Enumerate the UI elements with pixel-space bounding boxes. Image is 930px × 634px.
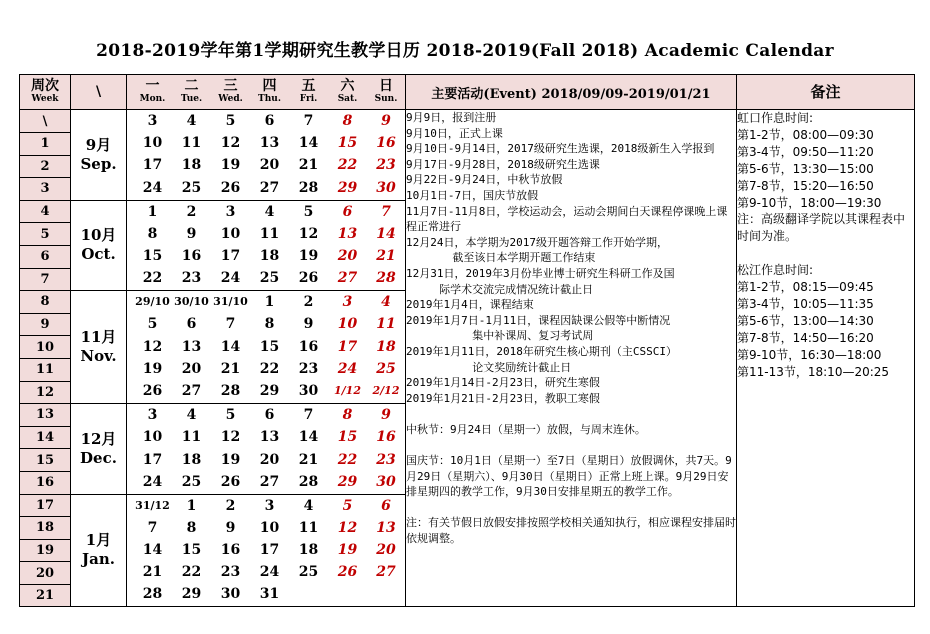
day-cell: 17 (259, 541, 280, 558)
event-line: 9月10日-9月14日，2017级研究生选课，2018级新生入学报到 (406, 142, 715, 156)
day-cell: 17 (142, 451, 163, 468)
day-cell: 31 (259, 586, 280, 603)
day-cell: 4 (186, 113, 197, 129)
day-cell: 3 (264, 497, 275, 514)
day-cell: 24 (220, 270, 241, 287)
day-cell: 2 (303, 294, 314, 311)
day-cell: 10 (142, 429, 163, 446)
event-line: 9月9日，报到注册 (406, 111, 497, 124)
note-line: 虹口作息时间: (737, 111, 814, 125)
day-cell: 14 (142, 541, 163, 558)
day-cell: 30 (220, 586, 241, 603)
day-cell: 13 (259, 135, 280, 152)
day-cell: 31/10 (213, 295, 248, 309)
day-cell: 3 (225, 203, 236, 220)
week-number: 21 (20, 584, 71, 607)
weekday-header-4 (289, 79, 328, 105)
week-number: 8 (20, 291, 71, 314)
weekday-header-6 (367, 79, 405, 105)
note-line: 第1-2节，08:15—09:45 (737, 280, 874, 295)
day-cell: 27 (376, 564, 396, 581)
weekday-header-2 (211, 79, 250, 105)
day-cell: 20 (337, 248, 358, 265)
day-cell: 6 (342, 203, 353, 220)
day-cell: 8 (342, 113, 353, 129)
notes-cell (737, 110, 915, 607)
day-cell: 10 (337, 316, 358, 333)
event-line: 10月1日-7日，国庆节放假 (406, 188, 539, 202)
weekday-zh: 二 (184, 78, 199, 94)
weekday-en: Thu. (258, 94, 281, 104)
day-cell: 8 (186, 519, 197, 536)
day-cell: 4 (186, 407, 197, 424)
day-cell: 18 (259, 248, 280, 265)
day-cell: 23 (298, 360, 319, 377)
day-cell: 29 (181, 586, 202, 603)
day-cell: 20 (259, 451, 280, 468)
event-line: 2019年1月7日-1月11日，课程因缺课公假等中断情况 集中补课周、复习考试周 (406, 313, 671, 343)
day-cell: 19 (337, 541, 358, 558)
day-cell: 15 (337, 429, 358, 446)
day-cell: 19 (220, 157, 241, 174)
day-cell: 7 (147, 519, 158, 536)
day-cell: 21 (376, 248, 396, 265)
day-cell: 29 (337, 179, 358, 196)
week-number: 16 (20, 471, 71, 494)
day-cell: 15 (259, 338, 280, 355)
week-number: 4 (20, 200, 71, 223)
day-cell: 25 (259, 270, 280, 287)
event-line (406, 500, 736, 516)
day-cell: 12 (220, 135, 241, 152)
day-cell: 5 (147, 316, 158, 333)
day-cell: 16 (376, 135, 396, 152)
day-cell: 9 (186, 225, 197, 242)
day-cell: 28 (298, 473, 319, 490)
month-zh: 1月 (85, 531, 112, 550)
day-cell: 6 (186, 316, 197, 333)
day-cell: 29/10 (135, 295, 170, 309)
day-cell: 3 (147, 113, 158, 129)
day-cell: 26 (337, 564, 358, 581)
day-cell: 16 (376, 429, 396, 446)
day-cell: 25 (298, 564, 319, 581)
day-cell: 2 (186, 203, 197, 220)
day-cell: 5 (225, 113, 236, 129)
week-number: 18 (20, 517, 71, 540)
weekday-zh: 四 (262, 78, 277, 94)
note-line (737, 245, 914, 262)
notes-header-label: 备注 (810, 82, 841, 101)
week-number: 19 (20, 539, 71, 562)
days-grid (133, 291, 405, 402)
day-cell: 10 (142, 135, 163, 152)
day-cell: 8 (264, 316, 275, 333)
month-cell (71, 404, 127, 494)
day-cell: 16 (181, 248, 202, 265)
day-cell: 21 (142, 564, 163, 581)
day-cell: 27 (337, 270, 358, 287)
day-cell: 12 (298, 225, 319, 242)
day-cell: 15 (337, 135, 358, 152)
day-cell: 7 (381, 203, 391, 220)
event-line: 12月24日，本学期为2017级开题答辩工作开始学期， 截至该日本学期开题工作结束 (406, 235, 668, 265)
day-cell: 6 (381, 497, 391, 514)
day-cell: 12 (220, 429, 241, 446)
day-cell: 15 (142, 248, 163, 265)
note-line: 第7-8节，15:20—16:50 (737, 178, 874, 193)
event-line: 9月10日，正式上课 (406, 126, 503, 140)
week-number: 13 (20, 404, 71, 427)
event-line: 国庆节：10月1日（星期一）至7日（星期日）放假调休，共7天。9月29日（星期六）、9月30日（星期日）正常上班上课。9月29日安排星期四的教学工作，9月30日安排星期五的教学工作。 (406, 454, 732, 499)
event-header: 主要活动(Event) 2018/09/09-2019/01/21 (406, 75, 737, 110)
day-cell: 11 (298, 519, 319, 536)
note-line: 注：高级翻译学院以其课程表中时间为准。 (737, 212, 906, 244)
month-en: Nov. (80, 347, 117, 366)
day-cell: 14 (298, 429, 319, 446)
days-grid (133, 201, 405, 290)
day-cell: 24 (142, 179, 163, 196)
day-cell: 30/10 (174, 295, 209, 309)
day-cell: 2 (225, 497, 236, 514)
month-cell (71, 200, 127, 290)
days-grid (133, 110, 405, 199)
day-cell: 21 (220, 360, 241, 377)
events-cell (406, 110, 737, 607)
day-cell: 1 (264, 294, 275, 311)
day-cell: 19 (298, 248, 319, 265)
day-cell: 28 (376, 270, 396, 287)
weekday-header-1 (172, 79, 211, 105)
day-cell: 27 (259, 473, 280, 490)
week-header-zh: 周次 (31, 78, 59, 94)
event-line: 12月31日，2019年3月份毕业博士研究生科研工作及国 际学术交流完成情况统计截止日 (406, 266, 675, 296)
day-cell: 7 (303, 113, 314, 129)
day-cell: 9 (225, 519, 236, 536)
days-grid (133, 495, 405, 606)
day-cell: 18 (376, 338, 396, 355)
week-number: 7 (20, 268, 71, 291)
day-cell: 7 (303, 407, 314, 424)
day-cell: 23 (181, 270, 202, 287)
week-number: 6 (20, 245, 71, 268)
month-days-block (127, 404, 406, 494)
day-cell: 23 (376, 451, 396, 468)
day-cell: 11 (259, 225, 280, 242)
day-cell: 19 (220, 451, 241, 468)
weekday-header-3 (250, 79, 289, 105)
day-cell: 25 (181, 179, 202, 196)
day-cell: 28 (220, 382, 241, 399)
day-cell: 18 (298, 541, 319, 558)
month-header-label: \ (95, 83, 102, 100)
day-cell: 25 (376, 360, 396, 377)
event-line (406, 406, 736, 422)
day-cell: 25 (181, 473, 202, 490)
day-cell: 1 (147, 203, 158, 220)
day-cell (328, 583, 367, 605)
day-cell: 30 (376, 473, 396, 490)
day-cell: 14 (298, 135, 319, 152)
month-header (71, 75, 127, 110)
day-cell: 9 (303, 316, 314, 333)
day-cell: 10 (220, 225, 241, 242)
weekday-header (127, 75, 406, 110)
weekday-en: Fri. (299, 94, 318, 104)
note-line: 第5-6节，13:00—14:30 (737, 313, 874, 328)
day-cell: 26 (220, 473, 241, 490)
day-cell: 26 (142, 382, 163, 399)
event-line: 9月17日-9月28日，2018级研究生选课 (406, 157, 600, 171)
day-cell: 29 (259, 382, 280, 399)
page-title: 2018-2019学年第1学期研究生教学日历 2018-2019(Fall 2018) Academic Calendar (96, 41, 834, 61)
day-cell: 9 (381, 407, 391, 424)
day-cell: 13 (376, 519, 396, 536)
event-line: 2019年1月21日-2月23日，教职工寒假 (406, 391, 600, 405)
day-cell: 21 (298, 451, 319, 468)
day-cell: 19 (142, 360, 163, 377)
note-line: 第11-13节，18:10—20:25 (737, 364, 890, 379)
event-line: 9月22日-9月24日，中秋节放假 (406, 173, 563, 187)
day-cell: 5 (303, 203, 314, 220)
day-cell: 30 (376, 179, 396, 196)
day-cell: 24 (337, 360, 358, 377)
month-days-block (127, 494, 406, 607)
day-cell: 3 (147, 407, 158, 424)
event-line: 2019年1月11日，2018年研究生核心期刊（主CSSCI） 论文奖励统计截止日 (406, 344, 677, 374)
weekday-header-5 (328, 79, 367, 105)
day-cell: 16 (220, 541, 241, 558)
day-cell: 6 (264, 113, 275, 129)
week-number: 12 (20, 381, 71, 404)
weekday-en: Sun. (374, 94, 398, 104)
weekday-en: Sat. (337, 94, 358, 104)
note-line: 松江作息时间: (737, 263, 814, 278)
month-days-block (127, 291, 406, 404)
days-grid (133, 404, 405, 493)
note-line: 第3-4节，09:50—11:20 (737, 144, 874, 159)
notes-header (737, 75, 915, 110)
day-cell: 16 (298, 338, 319, 355)
week-number: 17 (20, 494, 71, 517)
day-cell: 31/12 (135, 498, 170, 512)
weekday-zh: 六 (340, 78, 355, 94)
day-cell: 1 (186, 497, 197, 514)
weekday-zh: 五 (301, 78, 316, 94)
day-cell: 8 (342, 407, 353, 424)
note-line: 第7-8节，14:50—16:20 (737, 330, 874, 345)
day-cell: 18 (181, 451, 202, 468)
month-en: Sep. (80, 154, 117, 173)
week-number: \ (20, 110, 71, 133)
day-cell: 12 (337, 519, 358, 536)
event-line (406, 437, 736, 453)
week-header (20, 75, 71, 110)
month-zh: 11月 (80, 328, 117, 347)
weekday-header-0 (133, 79, 172, 105)
month-zh: 9月 (85, 135, 112, 154)
day-cell: 6 (264, 407, 275, 424)
month-days-block (127, 200, 406, 290)
note-line: 第5-6节，13:30—15:00 (737, 161, 874, 176)
day-cell: 4 (264, 203, 275, 220)
week-number: 15 (20, 449, 71, 472)
week-number: 1 (20, 133, 71, 156)
day-cell: 5 (342, 497, 353, 514)
week-number: 14 (20, 426, 71, 449)
month-cell (71, 291, 127, 404)
day-cell: 14 (220, 338, 241, 355)
month-zh: 12月 (80, 429, 117, 448)
week-number: 5 (20, 223, 71, 246)
day-cell: 23 (376, 157, 396, 174)
day-cell: 22 (142, 270, 163, 287)
day-cell: 14 (376, 225, 396, 242)
day-cell: 1/12 (334, 383, 361, 397)
event-line: 2019年1月4日，课程结束 (406, 298, 534, 312)
week-number: 11 (20, 358, 71, 381)
day-cell: 29 (337, 473, 358, 490)
week-number: 3 (20, 178, 71, 201)
day-cell: 2/12 (372, 383, 400, 397)
event-line: 2019年1月14日-2月23日，研究生寒假 (406, 376, 600, 390)
month-en: Dec. (80, 448, 117, 467)
weekday-en: Tue. (180, 94, 203, 104)
day-cell: 18 (181, 157, 202, 174)
day-cell: 13 (181, 338, 202, 355)
weekday-zh: 一 (145, 78, 160, 94)
event-line: 注：有关节假日放假安排按照学校相关通知执行，相应课程安排届时依规调整。 (406, 516, 736, 546)
month-days-block (127, 110, 406, 201)
day-cell: 12 (142, 338, 163, 355)
day-cell: 24 (259, 564, 280, 581)
day-cell: 8 (147, 225, 158, 242)
weekday-en: Mon. (139, 94, 166, 104)
day-cell: 7 (225, 316, 236, 333)
note-line: 第9-10节，16:30—18:00 (737, 347, 882, 362)
day-cell (289, 583, 328, 605)
day-cell: 23 (220, 564, 241, 581)
day-cell: 17 (220, 248, 241, 265)
day-cell: 24 (142, 473, 163, 490)
day-cell: 17 (142, 157, 163, 174)
week-number: 10 (20, 336, 71, 359)
day-cell: 10 (259, 519, 280, 536)
month-cell (71, 110, 127, 201)
day-cell: 27 (259, 179, 280, 196)
day-cell: 30 (298, 382, 319, 399)
week-number: 2 (20, 155, 71, 178)
day-cell: 3 (342, 294, 353, 311)
weekday-zh: 三 (223, 78, 238, 94)
day-cell: 21 (298, 157, 319, 174)
note-line: 第3-4节，10:05—11:35 (737, 296, 874, 311)
weekday-en: Wed. (218, 94, 243, 104)
day-cell (367, 583, 405, 605)
day-cell: 13 (259, 429, 280, 446)
month-cell (71, 494, 127, 607)
month-en: Jan. (82, 550, 115, 569)
month-zh: 10月 (80, 226, 117, 245)
week-number: 20 (20, 562, 71, 585)
week-number: 9 (20, 313, 71, 336)
day-cell: 13 (337, 225, 358, 242)
month-en: Oct. (81, 245, 116, 264)
day-cell: 5 (225, 407, 236, 424)
day-cell: 20 (376, 541, 396, 558)
day-cell: 22 (337, 157, 358, 174)
day-cell: 17 (337, 338, 358, 355)
day-cell: 4 (381, 294, 391, 311)
event-line: 中秋节：9月24日（星期一）放假，与周末连休。 (406, 422, 646, 436)
day-cell: 9 (381, 113, 391, 129)
day-cell: 27 (181, 382, 202, 399)
day-cell: 28 (298, 179, 319, 196)
day-cell: 22 (337, 451, 358, 468)
weekday-zh: 日 (379, 78, 393, 94)
week-header-en: Week (31, 94, 59, 104)
event-line: 11月7日-11月8日，学校运动会，运动会期间白天课程停课晚上课程正常进行 (406, 204, 728, 234)
day-cell: 4 (303, 497, 314, 514)
day-cell: 28 (142, 586, 163, 603)
day-cell: 22 (259, 360, 280, 377)
note-line: 第1-2节，08:00—09:30 (737, 127, 874, 142)
note-line: 第9-10节，18:00—19:30 (737, 195, 882, 210)
day-cell: 11 (181, 429, 202, 446)
day-cell: 26 (298, 270, 319, 287)
day-cell: 20 (181, 360, 202, 377)
day-cell: 26 (220, 179, 241, 196)
day-cell: 11 (181, 135, 202, 152)
day-cell: 11 (376, 316, 396, 333)
day-cell: 20 (259, 157, 280, 174)
calendar-table (19, 74, 915, 607)
day-cell: 22 (181, 564, 202, 581)
day-cell: 15 (181, 541, 202, 558)
